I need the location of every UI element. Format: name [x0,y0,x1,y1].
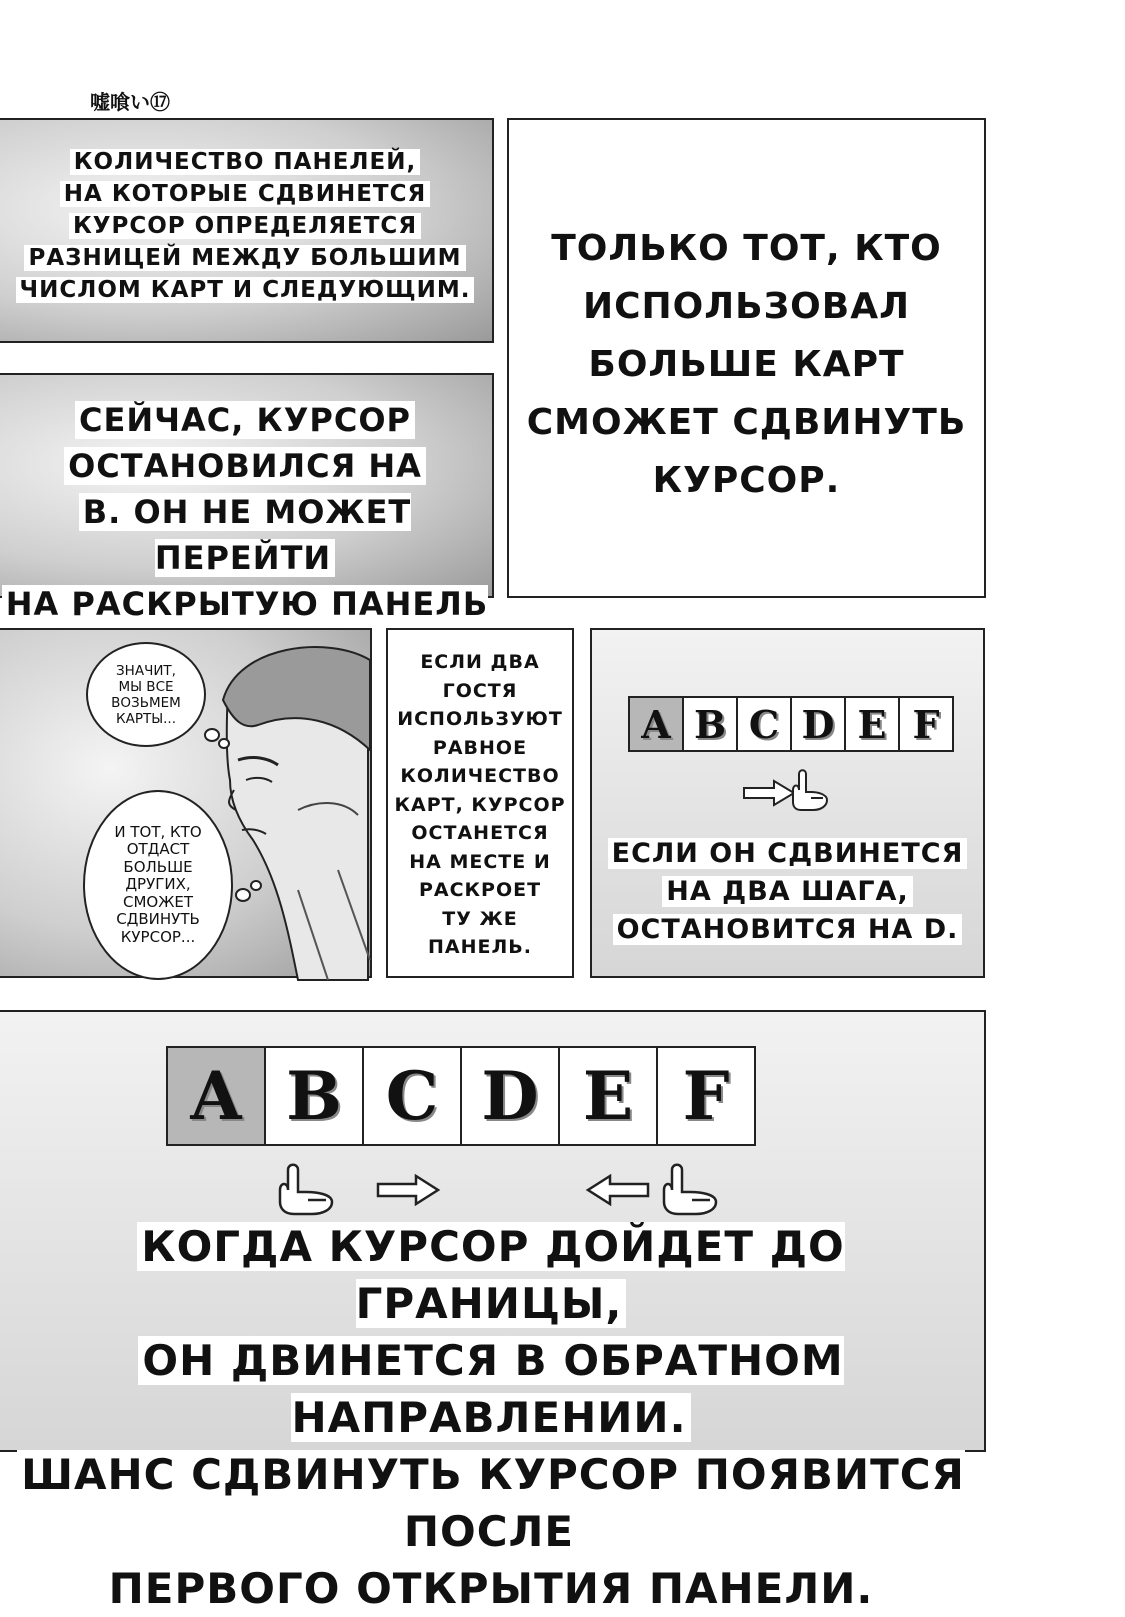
caption-line: РАСКРОЕТ [418,879,542,901]
caption-line: В. ОН НЕ МОЖЕТ ПЕРЕЙТИ [79,493,412,577]
panel-center [386,628,574,978]
panel-bottom [0,1010,986,1613]
caption-top-left [0,146,492,306]
balloon-line: И ТОТ, КТО [114,822,202,841]
caption-line: ИСПОЛЬЗУЮТ [397,708,563,730]
balloon-line: КАРТЫ... [116,710,176,727]
caption-line: РАВНОЕ [432,736,528,759]
balloon-line: ДРУГИХ, [125,875,191,894]
letter-cell-b: B [682,696,738,752]
caption-line: КУРСОР. [652,460,841,501]
caption-line: ЕСЛИ ОН СДВИНЕТСЯ [608,838,968,869]
caption-line: КОЛИЧЕСТВО ПАНЕЛЕЙ, [70,149,420,175]
caption-line: СЕЙЧАС, КУРСОР [75,401,415,439]
thought-balloon [86,642,206,747]
thought-tail-dot [204,728,220,742]
balloon-line: ОТДАСТ [126,840,190,859]
letter-cell-c: C [362,1046,462,1146]
arrow-left-icon [582,1172,652,1208]
caption-line: КУРСОР ОПРЕДЕЛЯЕТСЯ [69,213,421,239]
panel-mid-left [0,373,494,623]
caption-line: СМОЖЕТ СДВИНУТЬ [526,402,967,443]
letter-cell-d: D [460,1046,560,1146]
letter-cell-f: F [656,1046,756,1146]
caption-line: КОЛИЧЕСТВО [400,765,560,787]
balloon-line: МЫ ВСЕ [118,678,174,695]
letter-row-small [628,696,954,752]
letter-row-large [166,1046,756,1146]
panel-face [0,628,372,978]
balloon-line: СМОЖЕТ [122,892,194,911]
letter-cell-e: E [844,696,900,752]
caption-line: ПЕРВОГО ОТКРЫТИЯ ПАНЕЛИ. [105,1564,878,1613]
caption-center [388,648,572,962]
thought-tail-dot [218,738,230,749]
arrow-right-icon [374,1172,444,1208]
caption-line: НА РАСКРЫТУЮ ПАНЕЛЬ [2,585,489,669]
caption-line: НА МЕСТЕ И [409,850,551,873]
caption-line: ШАНС СДВИНУТЬ КУРСОР ПОЯВИТСЯ ПОСЛЕ [17,1450,965,1556]
balloon-line: БОЛЬШЕ [123,857,193,876]
caption-line: КОГДА КУРСОР ДОЙДЕТ ДО ГРАНИЦЫ, [137,1222,845,1328]
caption-line: ТУ ЖЕ ПАНЕЛЬ. [428,907,532,958]
thought-balloon [83,790,233,980]
caption-right-mid [592,835,983,949]
balloon-line: СДВИНУТЬ [116,910,200,929]
caption-line: НА ДВА ШАГА, [662,876,912,907]
balloon-line: ЗНАЧИТ, [116,662,176,679]
panel-right-mid [590,628,985,978]
letter-cell-e: E [558,1046,658,1146]
letter-cell-a: A [166,1046,266,1146]
caption-line: ЧИСЛОМ КАРТ И СЛЕДУЮЩИМ. [16,277,475,303]
thought-tail-dot [235,888,251,902]
letter-cell-d: D [790,696,846,752]
letter-cell-c: C [736,696,792,752]
caption-line: КАРТ, КУРСОР [394,793,566,816]
caption-bottom [0,1218,984,1617]
caption-line: ЕСЛИ ДВА [420,651,540,673]
letter-cell-f: F [898,696,954,752]
caption-line: ИСПОЛЬЗОВАЛ [582,286,910,327]
caption-line: ТОЛЬКО ТОТ, КТО [551,228,942,269]
letter-cell-a: A [628,696,684,752]
caption-line: БОЛЬШЕ КАРТ [588,344,905,385]
caption-line: ОСТАНОВИТСЯ НА D. [613,914,963,945]
caption-line: НА КОТОРЫЕ СДВИНЕТСЯ [60,181,430,207]
panel-top-right [507,118,986,598]
caption-line: ОСТАНОВИЛСЯ НА [64,447,426,485]
pointing-hand-icon [787,768,833,814]
letter-cell-b: B [264,1046,364,1146]
caption-line: РАЗНИЦЕЙ МЕЖДУ БОЛЬШИМ [24,245,465,271]
caption-top-right [509,220,984,510]
panel-top-left [0,118,494,343]
thought-tail-dot [250,880,262,891]
balloon-line: ВОЗЬМЕМ [111,694,181,711]
caption-line: ОН ДВИНЕТСЯ В ОБРАТНОМ НАПРАВЛЕНИИ. [138,1336,843,1442]
caption-line: ГОСТЯ [442,679,518,702]
balloon-line: КУРСОР... [120,927,196,946]
pointing-hand-icon [274,1162,344,1218]
page-header: 嘘喰い⑰ [90,90,170,114]
pointing-hand-icon [658,1162,728,1218]
caption-line: ОСТАНЕТСЯ [411,822,549,844]
